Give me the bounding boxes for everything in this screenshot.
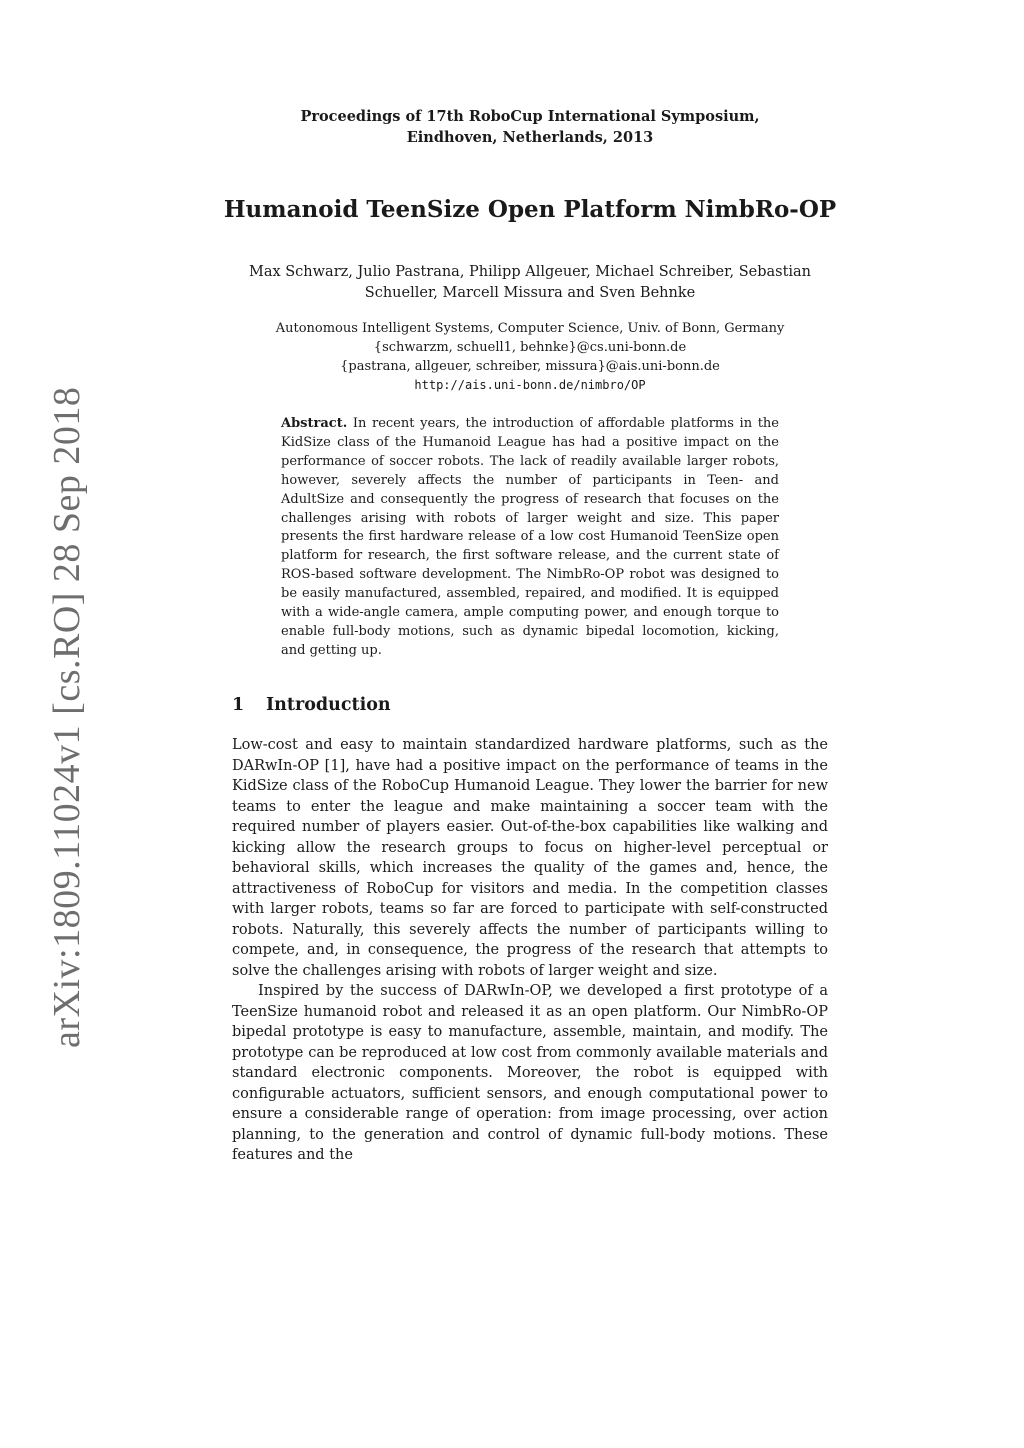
affiliation-email-2: {pastrana, allgeuer, schreiber, missura}@ais.uni-bonn.de <box>340 359 720 374</box>
proceedings-line-2: Eindhoven, Netherlands, 2013 <box>406 129 654 146</box>
introduction-body <box>232 735 828 1166</box>
author-line-2: Schueller, Marcell Missura and Sven Behnke <box>364 285 696 301</box>
section-number: 1 <box>232 695 245 715</box>
affiliation-block <box>232 319 828 395</box>
abstract <box>281 415 779 661</box>
affiliation-institution: Autonomous Intelligent Systems, Computer Science, Univ. of Bonn, Germany <box>275 321 785 336</box>
paper-title: Humanoid TeenSize Open Platform NimbRo-OP <box>223 196 837 223</box>
section-heading-introduction <box>232 693 391 717</box>
affiliation-email-1: {schwarzm, schuell1, behnke}@cs.uni-bonn.de <box>373 340 687 355</box>
body-paragraph: Low-cost and easy to maintain standardized hardware platforms, such as the DARwIn-OP [1], have had a positive impact on the performance of teams in the KidSize class of the RoboCup Humanoid League. They lower the barrier for new teams to enter the league and make maintaining a soccer team with the required number of players easier. Out-of-the-box capabilities like walking and kicking allow the research groups to focus on higher-level perceptual or behavioral skills, which increases the quality of the games and, hence, the attractiveness of RoboCup for visitors and media. In the competition classes with larger robots, teams so far are forced to participate with self-constructed robots. Naturally, this severely affects the number of participants willing to compete, and, in consequence, the progress of the research that attempts to solve the challenges arising with robots of larger weight and size. <box>232 737 828 979</box>
project-url-link[interactable]: http://ais.uni-bonn.de/nimbro/OP <box>414 378 646 392</box>
abstract-text: In recent years, the introduction of affordable platforms in the KidSize class of the Humanoid League has had a positive impact on the performance of soccer robots. The lack of readily available larger robots, however, severely affects the number of participants in Teen- and AdultSize and consequently the progress of research that focuses on the challenges arising with robots of larger weight and size. This paper presents the first hardware release of a low cost Humanoid TeenSize open platform for research, the first software release, and the current state of ROS-based software development. The NimbRo-OP robot was designed to be easily manufactured, assembled, repaired, and modified. It is equipped with a wide-angle camera, ample computing power, and enough torque to enable full-body motions, such as dynamic bipedal locomotion, kicking, and getting up. <box>281 416 779 658</box>
proceedings-header <box>232 106 828 148</box>
arxiv-identifier-stamp: arXiv:1809.11024v1 [cs.RO] 28 Sep 2018 <box>46 386 88 1048</box>
section-title: Introduction <box>266 695 391 715</box>
abstract-label: Abstract. <box>281 416 348 431</box>
body-paragraph: Inspired by the success of DARwIn-OP, we developed a first prototype of a TeenSize humanoid robot and released it as an open platform. Our NimbRo-OP bipedal prototype is easy to manufacture, assemble, maintain, and modify. The prototype can be reproduced at low cost from commonly available materials and standard electronic components. Moreover, the robot is equipped with configurable actuators, sufficient sensors, and enough computational power to ensure a considerable range of operation: from image processing, over action planning, to the generation and control of dynamic full-body motions. These features and the <box>232 983 828 1163</box>
proceedings-line-1: Proceedings of 17th RoboCup International Symposium, <box>300 108 760 125</box>
author-line-1: Max Schwarz, Julio Pastrana, Philipp Allgeuer, Michael Schreiber, Sebastian <box>248 264 812 280</box>
author-list <box>232 262 828 304</box>
